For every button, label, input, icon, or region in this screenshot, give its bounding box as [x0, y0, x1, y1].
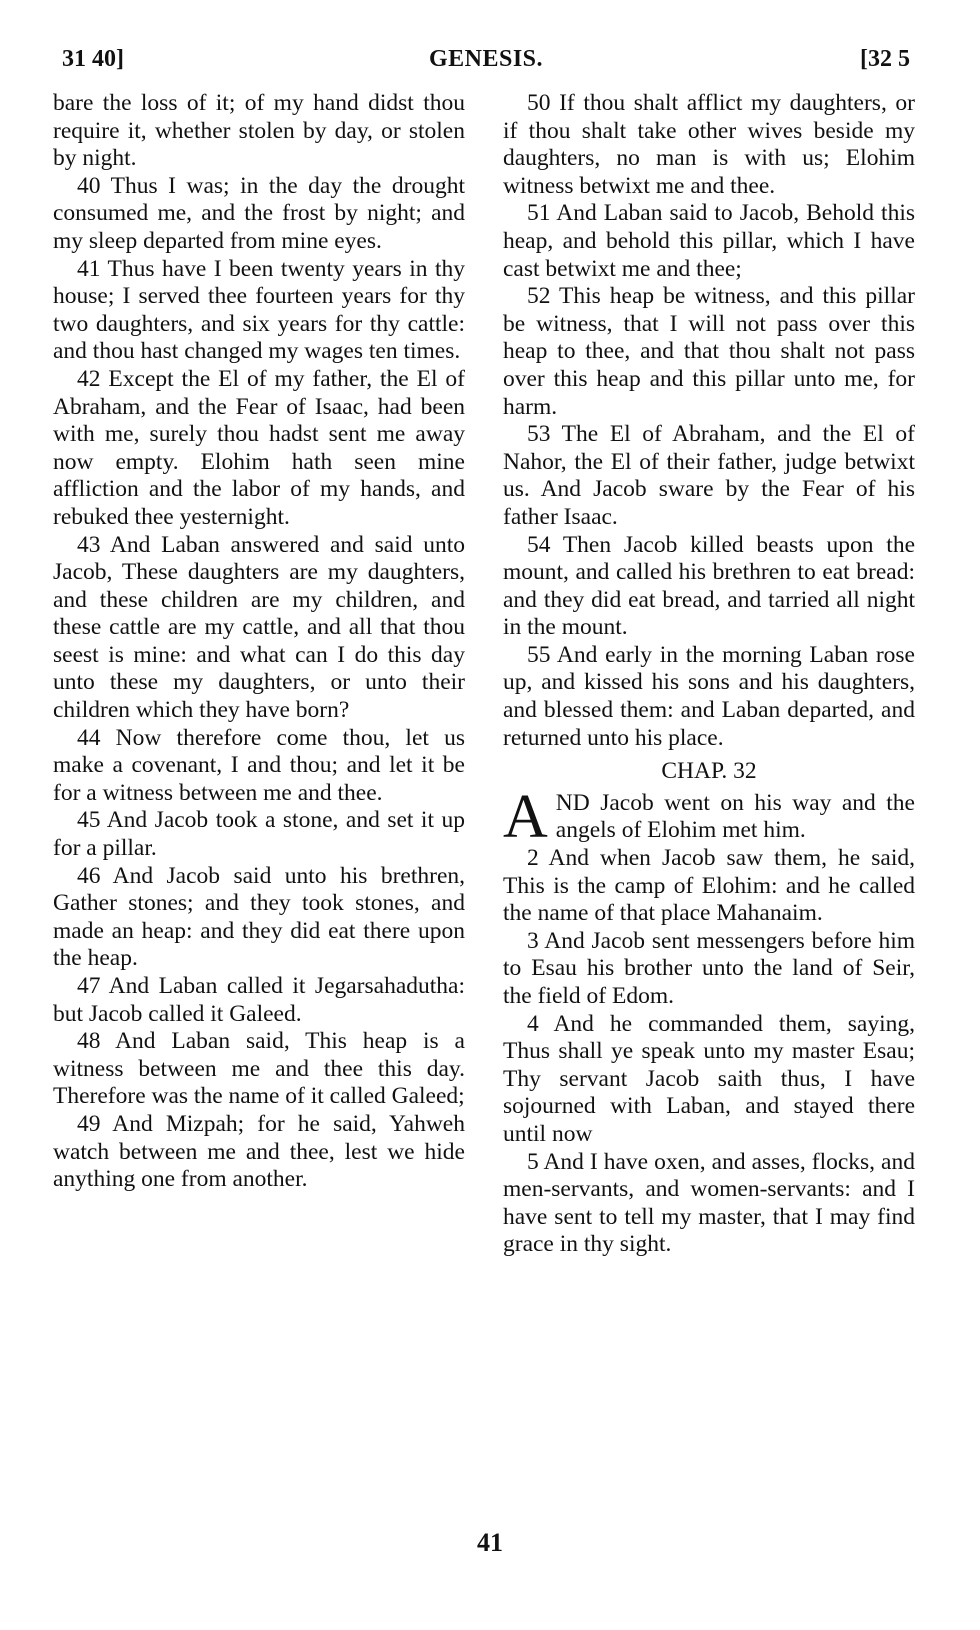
verse-49: 49 And Mizpah; for he said, Yahweh watch between me and thee, lest we hide anything one from another.: [53, 1110, 465, 1193]
chapter-32-verse-2: 2 And when Jacob saw them, he said, This is the camp of Elohim: and he called the name of that place Mahanaim.: [503, 845, 915, 927]
left-column: [53, 90, 465, 1194]
verse-52: 52 This heap be witness, and this pillar be witness, that I will not pass over this heap to thee, and that thou shalt not pass over this heap and this pillar unto me, for harm.: [503, 283, 915, 420]
verse-43: 43 And Laban answered and said unto Jacob, These daughters are my daughters, and these children are my children, and these cattle are my cattle, and all that thou seest is mine: and what can I do this day unto these my daughters, or unto their children which they have born?: [53, 531, 465, 724]
verse-44: 44 Now therefore come thou, let us make a covenant, I and thou; and let it be for a witness between me and thee.: [53, 724, 465, 806]
verse-45: 45 And Jacob took a stone, and set it up for a pillar.: [53, 807, 465, 862]
chapter-32-verse-4: 4 And he commanded them, saying, Thus shall ye speak unto my master Esau; Thy servant Jacob saith thus, I have sojourned with Laban, and stayed there until now: [503, 1010, 915, 1147]
chapter-32-verse-1-text: ND Jacob went on his way and the angels of Elohim met him.: [555, 789, 915, 844]
chapter-32-verse-3: 3 And Jacob sent messengers before him to Esau his brother unto the land of Seir, the field of Edom.: [503, 927, 915, 1009]
verse-47: 47 And Laban called it Jegarsahadutha: but Jacob called it Galeed.: [53, 973, 465, 1027]
verse-51: 51 And Laban said to Jacob, Behold this heap, and behold this pillar, which I have cast betwixt me and thee;: [503, 200, 915, 282]
chapter-32-verse-1: [503, 782, 915, 851]
verse-50: 50 If thou shalt afflict my daughters, or if thou shalt take other wives beside my daughters, no man is with us; Elohim witness betwixt me and thee.: [503, 90, 915, 199]
right-column: [503, 90, 915, 1259]
verse-46: 46 And Jacob said unto his brethren, Gather stones; and they took stones, and made an heap: and they did eat there upon the heap.: [53, 862, 465, 972]
verse-42: 42 Except the El of my father, the El of Abraham, and the Fear of Isaac, had been with me, surely thou hadst sent me away now empty. Elohim hath seen mine affliction and the labor of my hands, and rebuked thee yesternight.: [53, 365, 465, 530]
verse-48: 48 And Laban said, This heap is a witness between me and thee this day. Therefore was the name of it called Galeed;: [53, 1028, 465, 1110]
running-header: [62, 46, 910, 80]
verse-continuation: bare the loss of it; of my hand didst thou require it, whether stolen by day, or stolen by night.: [53, 90, 465, 172]
verse-41: 41 Thus have I been twenty years in thy house; I served thee fourteen years for thy two daughters, and six years for thy cattle: and thou hast changed my wages ten times.: [53, 255, 465, 365]
verse-54: 54 Then Jacob killed beasts upon the mount, and called his brethren to eat bread: and they did eat bread, and tarried all night in the mount.: [503, 531, 915, 641]
verse-55: 55 And early in the morning Laban rose up, and kissed his sons and his daughters, and blessed them: and Laban departed, and returned unto his place.: [503, 641, 915, 751]
header-book-title: GENESIS.: [428, 46, 544, 72]
verse-40: 40 Thus I was; in the day the drought consumed me, and the frost by night; and my sleep departed from mine eyes.: [53, 172, 465, 254]
verse-53: 53 The El of Abraham, and the El of Nahor, the El of their father, judge betwixt us. And Jacob sware by the Fear of his father Isaac.: [503, 421, 915, 530]
chapter-heading: CHAP. 32: [661, 758, 757, 785]
header-verse-range-end: [32 5: [860, 46, 910, 72]
drop-cap: A: [503, 782, 548, 851]
header-verse-range-start: 31 40]: [62, 46, 124, 72]
chapter-32-verse-5: 5 And I have oxen, and asses, flocks, and men-servants, and women-servants: and I have sent to tell my master, that I may find grace in thy sight.: [503, 1148, 915, 1258]
page-number: 41: [477, 1528, 503, 1557]
